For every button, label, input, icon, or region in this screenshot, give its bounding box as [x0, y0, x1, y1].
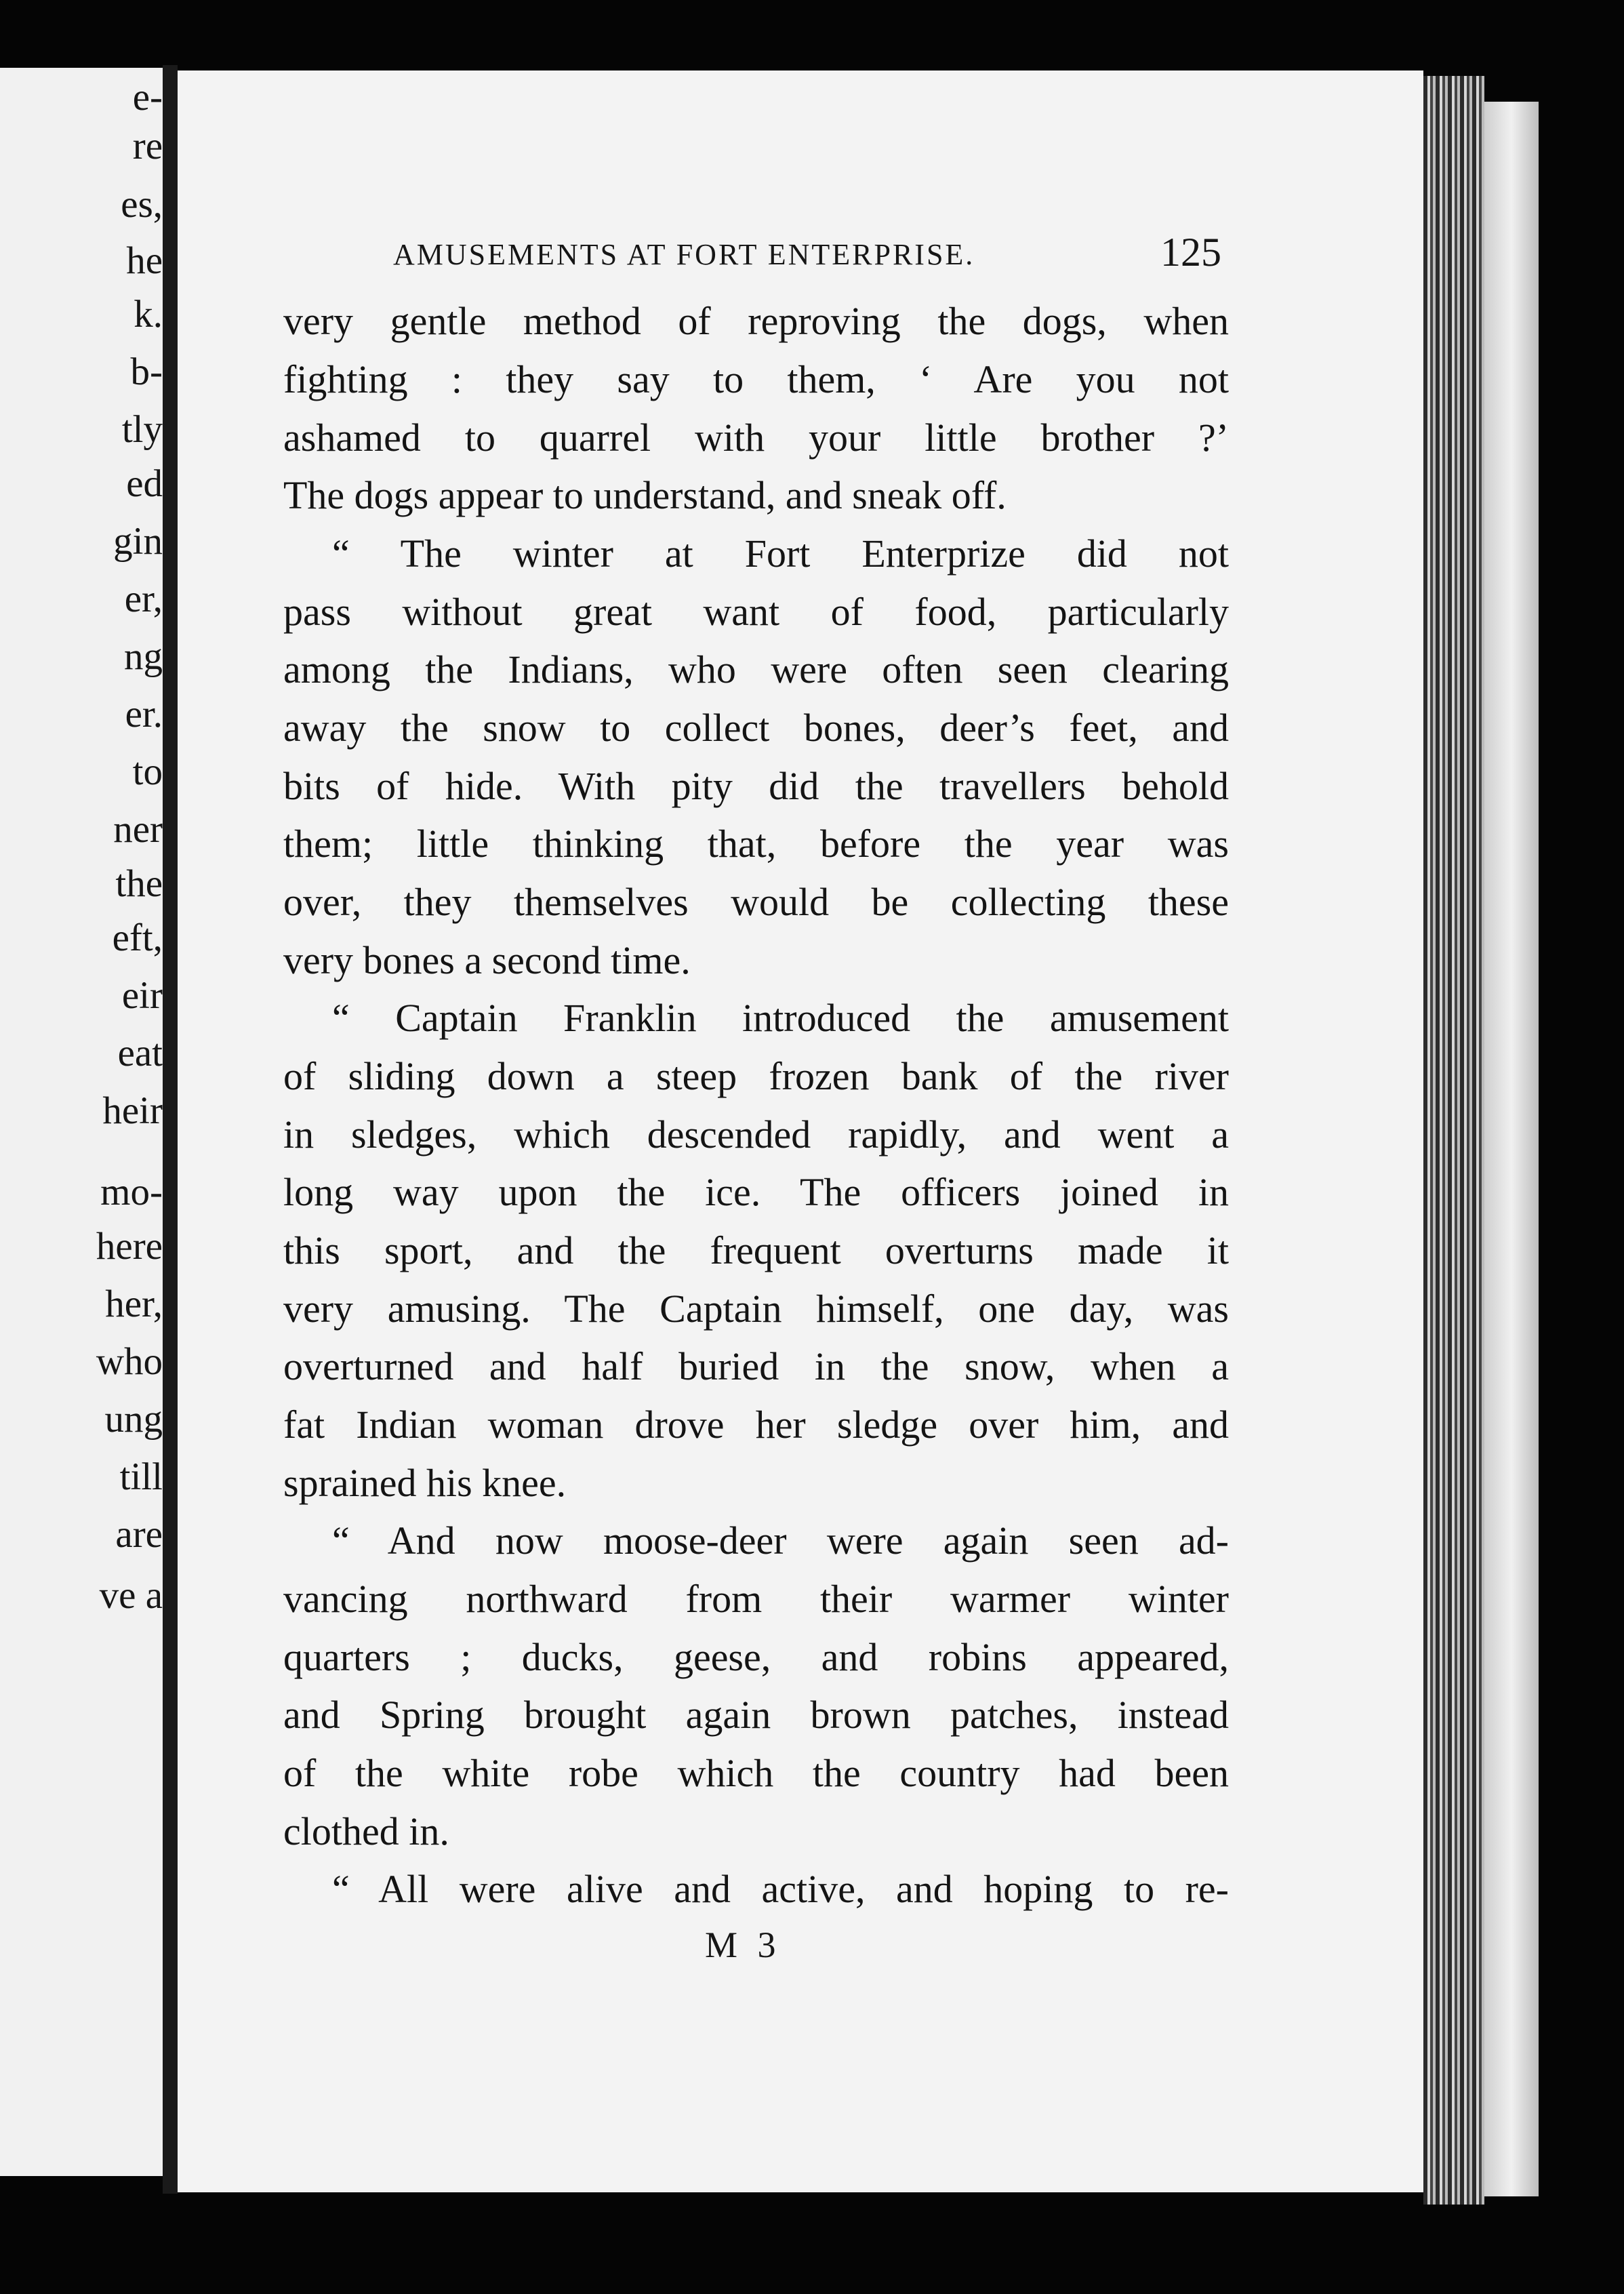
text-line: bits of hide. With pity did the travellers behold: [283, 764, 1229, 808]
text-line: and Spring brought again brown patches, instead: [283, 1693, 1229, 1737]
left-page-fragment: the: [115, 862, 163, 905]
text-line: over, they themselves would be collecting these: [283, 880, 1229, 924]
left-page-fragment: ung: [104, 1398, 163, 1441]
text-line: ashamed to quarrel with your little brother ?’: [283, 416, 1229, 460]
text-line: long way upon the ice. The officers joined in: [283, 1170, 1229, 1214]
text-line: them; little thinking that, before the year was: [283, 822, 1229, 866]
left-page-fragment: heir: [102, 1089, 163, 1132]
text-line: “ All were alive and active, and hoping to re-: [332, 1867, 1229, 1911]
text-line: fighting : they say to them, ‘ Are you not: [283, 357, 1229, 401]
left-page-fragment: mo-: [100, 1171, 163, 1213]
text-line: sprained his knee.: [283, 1461, 567, 1505]
left-page-fragment: k.: [134, 293, 163, 336]
left-page-fragment: eft,: [112, 917, 163, 959]
left-page-fragment: b-: [130, 350, 163, 393]
text-line: among the Indians, who were often seen clearing: [283, 647, 1229, 691]
left-page-fragment: he: [126, 239, 163, 282]
left-page-fragment: gin: [113, 520, 163, 563]
text-line: this sport, and the frequent overturns made it: [283, 1228, 1229, 1272]
running-head: AMUSEMENTS AT FORT ENTERPRISE.: [393, 238, 975, 271]
book-gutter: [163, 65, 178, 2194]
left-page-fragment: ner: [113, 808, 163, 851]
text-line: of sliding down a steep frozen bank of the river: [283, 1054, 1229, 1098]
text-line: away the snow to collect bones, deer’s feet, and: [283, 706, 1229, 750]
text-line: The dogs appear to understand, and sneak off.: [283, 473, 1007, 517]
left-page-fragment: ve a: [99, 1574, 163, 1617]
left-page-fragment: who: [96, 1340, 163, 1383]
left-page-fragment: to: [132, 750, 163, 793]
text-line: overturned and half buried in the snow, when a: [283, 1344, 1229, 1388]
left-page-fragment: till: [119, 1455, 163, 1498]
text-line: of the white robe which the country had been: [283, 1751, 1229, 1795]
page-edges: [1423, 76, 1484, 2205]
text-line: pass without great want of food, particularly: [283, 590, 1229, 634]
left-page-fragment: ed: [126, 462, 163, 505]
text-line: very bones a second time.: [283, 938, 691, 982]
left-page-fragment: re: [132, 125, 163, 167]
left-page-fragment: er.: [125, 693, 163, 736]
text-line: fat Indian woman drove her sledge over him, and: [283, 1403, 1229, 1447]
book-back-cover: [1484, 102, 1539, 2196]
text-line: vancing northward from their warmer winter: [283, 1577, 1229, 1621]
text-line: very gentle method of reproving the dogs, when: [283, 299, 1229, 343]
left-page-fragment: e-: [132, 76, 163, 119]
text-line: “ The winter at Fort Enterprize did not: [332, 531, 1229, 576]
previous-page: [0, 68, 163, 2176]
left-page-fragment: her,: [105, 1283, 163, 1325]
left-page-fragment: here: [96, 1225, 163, 1268]
text-line: clothed in.: [283, 1809, 449, 1853]
signature-mark: M 3: [705, 1925, 781, 1965]
left-page-fragment: are: [115, 1513, 163, 1556]
page-number: 125: [1160, 230, 1221, 275]
text-line: “ Captain Franklin introduced the amusement: [332, 996, 1229, 1040]
left-page-fragment: tly: [121, 408, 163, 451]
text-line: very amusing. The Captain himself, one day, was: [283, 1287, 1229, 1331]
text-line: in sledges, which descended rapidly, and went a: [283, 1112, 1229, 1156]
left-page-fragment: er,: [124, 578, 163, 620]
left-page-fragment: eat: [117, 1032, 163, 1074]
left-page-fragment: eir: [121, 974, 163, 1017]
text-line: quarters ; ducks, geese, and robins appeared,: [283, 1635, 1229, 1679]
left-page-fragment: ng: [124, 635, 163, 678]
left-page-fragment: es,: [121, 183, 163, 226]
text-line: “ And now moose-deer were again seen ad-: [332, 1518, 1229, 1563]
